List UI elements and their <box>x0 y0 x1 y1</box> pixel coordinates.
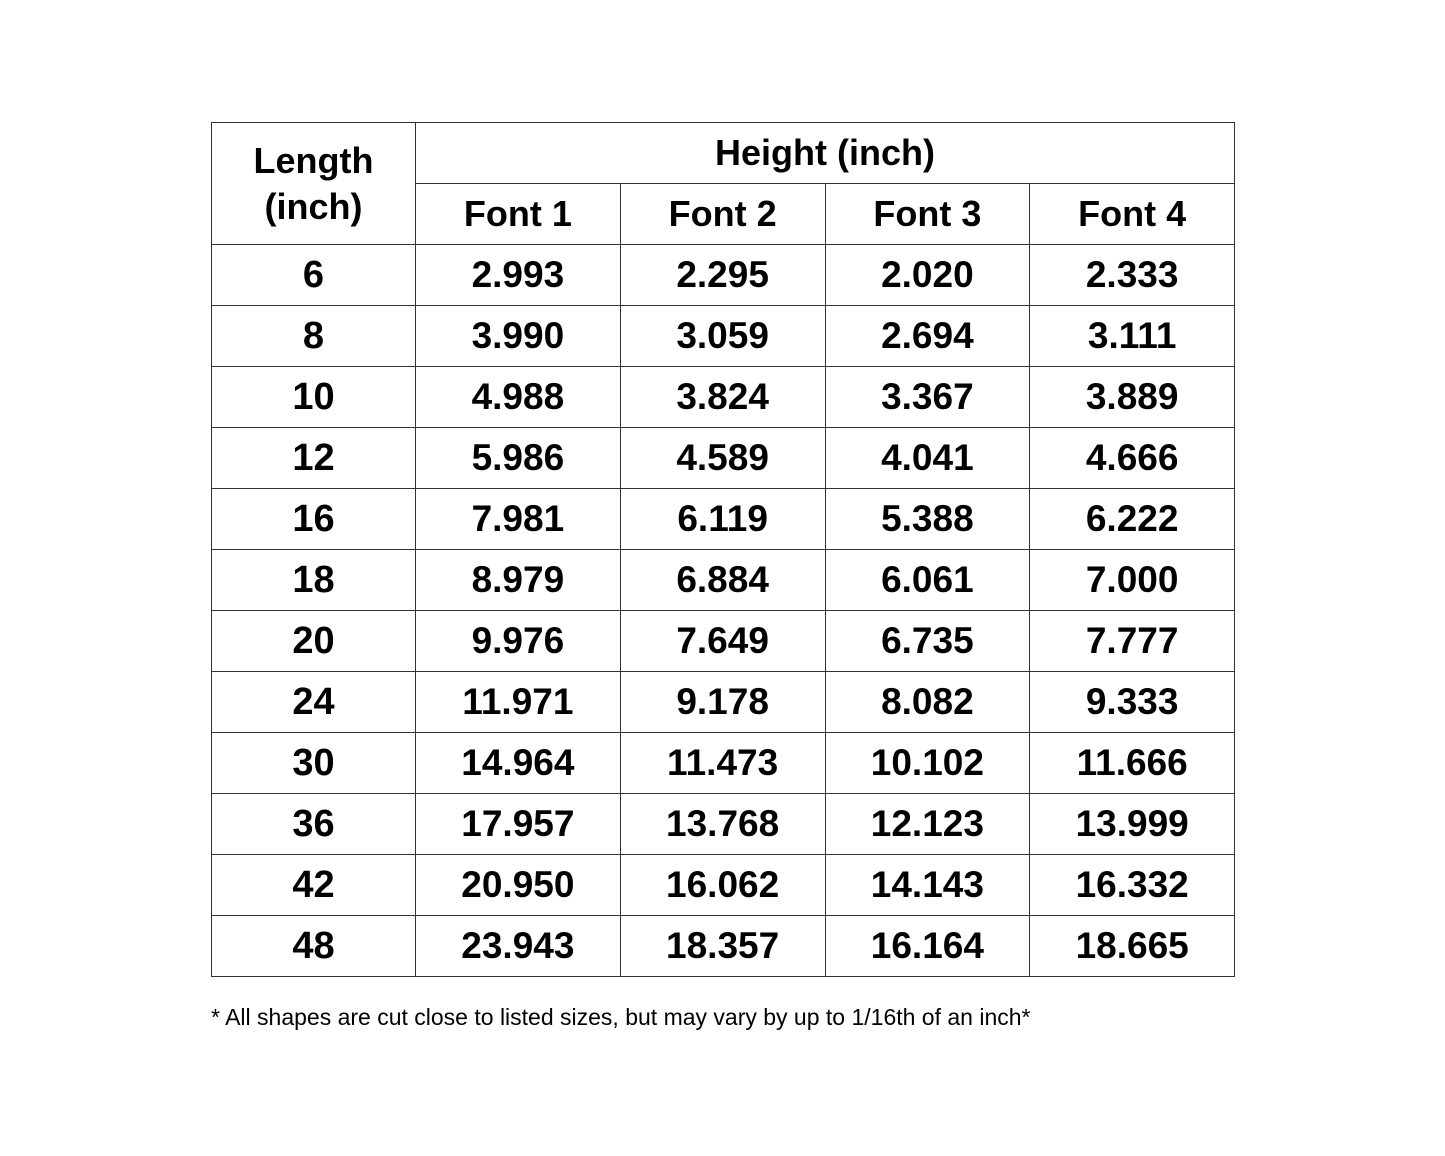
height-cell-font-1: 20.950 <box>416 855 621 916</box>
height-cell-font-3: 10.102 <box>825 733 1030 794</box>
table-row <box>212 794 1235 855</box>
height-cell-font-2: 18.357 <box>620 916 825 977</box>
height-cell-font-1: 8.979 <box>416 550 621 611</box>
height-cell-font-1: 3.990 <box>416 306 621 367</box>
length-cell: 20 <box>212 611 416 672</box>
height-cell-font-2: 11.473 <box>620 733 825 794</box>
length-cell: 8 <box>212 306 416 367</box>
height-cell-font-3: 16.164 <box>825 916 1030 977</box>
height-cell-font-2: 3.824 <box>620 367 825 428</box>
height-cell-font-2: 3.059 <box>620 306 825 367</box>
length-cell: 16 <box>212 489 416 550</box>
height-cell-font-1: 7.981 <box>416 489 621 550</box>
font-1-header: Font 1 <box>416 184 621 245</box>
table-row <box>212 916 1235 977</box>
height-cell-font-3: 4.041 <box>825 428 1030 489</box>
length-column-header <box>212 123 416 245</box>
height-cell-font-2: 2.295 <box>620 245 825 306</box>
height-cell-font-4: 3.889 <box>1030 367 1235 428</box>
height-cell-font-3: 2.020 <box>825 245 1030 306</box>
height-cell-font-4: 16.332 <box>1030 855 1235 916</box>
height-cell-font-2: 16.062 <box>620 855 825 916</box>
height-cell-font-1: 5.986 <box>416 428 621 489</box>
height-cell-font-3: 3.367 <box>825 367 1030 428</box>
height-cell-font-4: 7.777 <box>1030 611 1235 672</box>
footnote: * All shapes are cut close to listed sizes, but may vary by up to 1/16th of an inch* <box>211 1004 1031 1030</box>
height-cell-font-4: 9.333 <box>1030 672 1235 733</box>
size-chart-table <box>211 122 1235 977</box>
height-cell-font-2: 4.589 <box>620 428 825 489</box>
height-group-header: Height (inch) <box>416 123 1235 184</box>
height-cell-font-4: 6.222 <box>1030 489 1235 550</box>
table-row <box>212 245 1235 306</box>
height-cell-font-2: 9.178 <box>620 672 825 733</box>
height-cell-font-2: 13.768 <box>620 794 825 855</box>
length-cell: 18 <box>212 550 416 611</box>
height-cell-font-1: 14.964 <box>416 733 621 794</box>
length-cell: 36 <box>212 794 416 855</box>
length-cell: 10 <box>212 367 416 428</box>
height-cell-font-4: 18.665 <box>1030 916 1235 977</box>
height-cell-font-4: 7.000 <box>1030 550 1235 611</box>
table-row <box>212 306 1235 367</box>
height-cell-font-1: 17.957 <box>416 794 621 855</box>
height-cell-font-4: 4.666 <box>1030 428 1235 489</box>
height-cell-font-2: 6.884 <box>620 550 825 611</box>
length-cell: 24 <box>212 672 416 733</box>
table-row <box>212 672 1235 733</box>
table-row <box>212 855 1235 916</box>
height-cell-font-1: 4.988 <box>416 367 621 428</box>
height-cell-font-3: 12.123 <box>825 794 1030 855</box>
table-row <box>212 611 1235 672</box>
table-row <box>212 733 1235 794</box>
length-cell: 30 <box>212 733 416 794</box>
length-header-line1: Length <box>253 139 374 181</box>
height-cell-font-4: 13.999 <box>1030 794 1235 855</box>
table-body <box>212 245 1235 977</box>
font-3-header: Font 3 <box>825 184 1030 245</box>
height-cell-font-3: 6.735 <box>825 611 1030 672</box>
table-row <box>212 489 1235 550</box>
height-cell-font-3: 5.388 <box>825 489 1030 550</box>
length-cell: 6 <box>212 245 416 306</box>
height-cell-font-3: 2.694 <box>825 306 1030 367</box>
height-cell-font-3: 14.143 <box>825 855 1030 916</box>
height-cell-font-4: 11.666 <box>1030 733 1235 794</box>
height-cell-font-2: 7.649 <box>620 611 825 672</box>
height-cell-font-2: 6.119 <box>620 489 825 550</box>
height-cell-font-1: 23.943 <box>416 916 621 977</box>
height-cell-font-1: 9.976 <box>416 611 621 672</box>
length-header-line2: (inch) <box>264 185 363 227</box>
height-cell-font-4: 2.333 <box>1030 245 1235 306</box>
height-cell-font-3: 8.082 <box>825 672 1030 733</box>
table-row <box>212 367 1235 428</box>
table-row <box>212 550 1235 611</box>
height-cell-font-4: 3.111 <box>1030 306 1235 367</box>
height-cell-font-1: 2.993 <box>416 245 621 306</box>
header-row-top <box>212 123 1235 184</box>
height-cell-font-3: 6.061 <box>825 550 1030 611</box>
table-row <box>212 428 1235 489</box>
font-4-header: Font 4 <box>1030 184 1235 245</box>
length-cell: 12 <box>212 428 416 489</box>
height-cell-font-1: 11.971 <box>416 672 621 733</box>
length-cell: 42 <box>212 855 416 916</box>
length-cell: 48 <box>212 916 416 977</box>
font-2-header: Font 2 <box>620 184 825 245</box>
